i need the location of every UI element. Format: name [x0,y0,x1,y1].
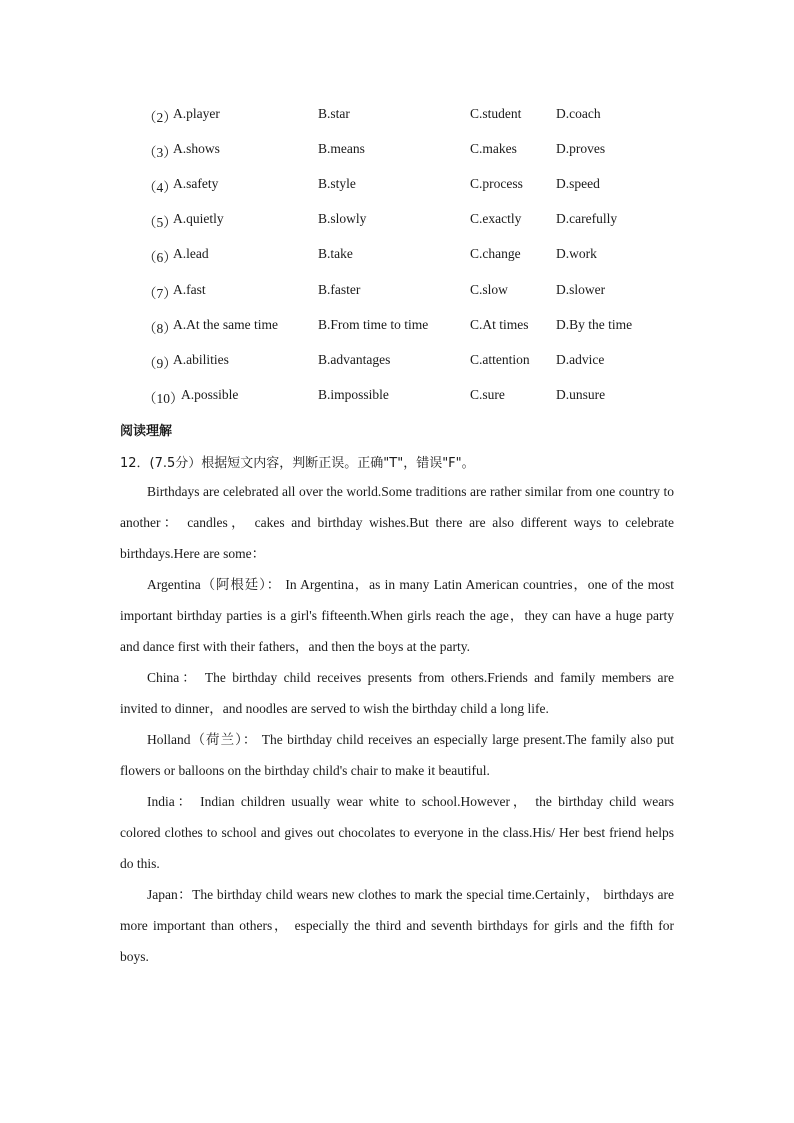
option-c: C.slow [470,282,508,297]
option-b: B.take [318,246,353,261]
option-c: C.sure [470,387,505,402]
option-c: C.exactly [470,211,522,226]
option-row-5 [0,211,794,231]
question-number: （9） [143,356,177,371]
question-number: （2） [143,110,177,125]
option-b: B.style [318,176,356,191]
paragraph-china: China： The birthday child receives presents from others.Friends and family members are invited to dinner，and noodles are served to wish the birthday child a long life. [120,670,674,716]
paragraph-intro: Birthdays are celebrated all over the world.Some traditions are rather similar from one country to another： candles， cakes and birthday wishes.But there are also different ways to celebrate birthdays.Here are some： [120,484,674,561]
option-b: B.advantages [318,352,391,367]
option-d: D.slower [556,282,606,297]
option-d: D.advice [556,352,605,367]
option-d: D.carefully [556,211,618,226]
question-number: （5） [143,215,177,230]
option-d: D.unsure [556,387,606,402]
question-number: （8） [143,321,177,336]
question-number: （4） [143,180,177,195]
option-a: A.fast [173,282,206,297]
question-number: （6） [143,250,177,265]
option-row-3 [0,141,794,161]
question-number: （10） [143,391,184,406]
option-d: D.By the time [556,317,633,332]
option-row-6 [0,246,794,266]
paragraph-argentina: Argentina（阿根廷）： In Argentina，as in many Latin American countries，one of the most important birthday parties is a girl's fifteenth.When girls reach the age，they can have a huge party and dance first with their fathers，and then the boys at the party. [120,577,674,654]
option-a: A.safety [173,176,219,191]
option-d: D.coach [556,106,601,121]
option-a: A.lead [173,246,209,261]
option-c: C.student [470,106,522,121]
option-a: A.possible [181,387,239,402]
option-row-9 [0,352,794,372]
paragraph-japan: Japan：The birthday child wears new clothes to mark the special time.Certainly， birthdays are more important than others， especially the third and seventh birthdays for girls and the fifth for boys. [120,887,674,964]
paragraph-holland: Holland（荷兰）： The birthday child receives an especially large present.The family also put flowers or balloons on the birthday child's chair to make it beautiful. [120,732,674,778]
option-b: B.impossible [318,387,389,402]
option-c: C.attention [470,352,530,367]
option-c: C.process [470,176,523,191]
option-a: A.quietly [173,211,224,226]
option-d: D.work [556,246,597,261]
reading-passage [120,476,674,972]
option-a: A.player [173,106,220,121]
option-a: A.At the same time [173,317,278,332]
option-a: A.shows [173,141,220,156]
option-a: A.abilities [173,352,229,367]
option-d: D.speed [556,176,600,191]
option-row-8 [0,317,794,337]
option-row-2 [0,106,794,126]
option-d: D.proves [556,141,606,156]
option-row-4 [0,176,794,196]
option-b: B.slowly [318,211,367,226]
option-c: C.makes [470,141,517,156]
option-c: C.change [470,246,521,261]
option-c: C.At times [470,317,529,332]
question-number: （3） [143,145,177,160]
option-row-10 [0,387,794,407]
option-b: B.faster [318,282,361,297]
question-number: （7） [143,286,177,301]
paragraph-india: India： Indian children usually wear white to school.However， the birthday child wears colored clothes to school and gives out chocolates to everyone in the class.His/ Her best friend helps do this. [120,794,674,871]
option-b: B.means [318,141,365,156]
section-heading: 阅读理解 [120,424,173,439]
question-title: 12．(7.5分）根据短文内容，判断正误。正确"T"，错误"F"。 [120,456,475,471]
option-row-7 [0,282,794,302]
option-b: B.star [318,106,350,121]
option-b: B.From time to time [318,317,429,332]
